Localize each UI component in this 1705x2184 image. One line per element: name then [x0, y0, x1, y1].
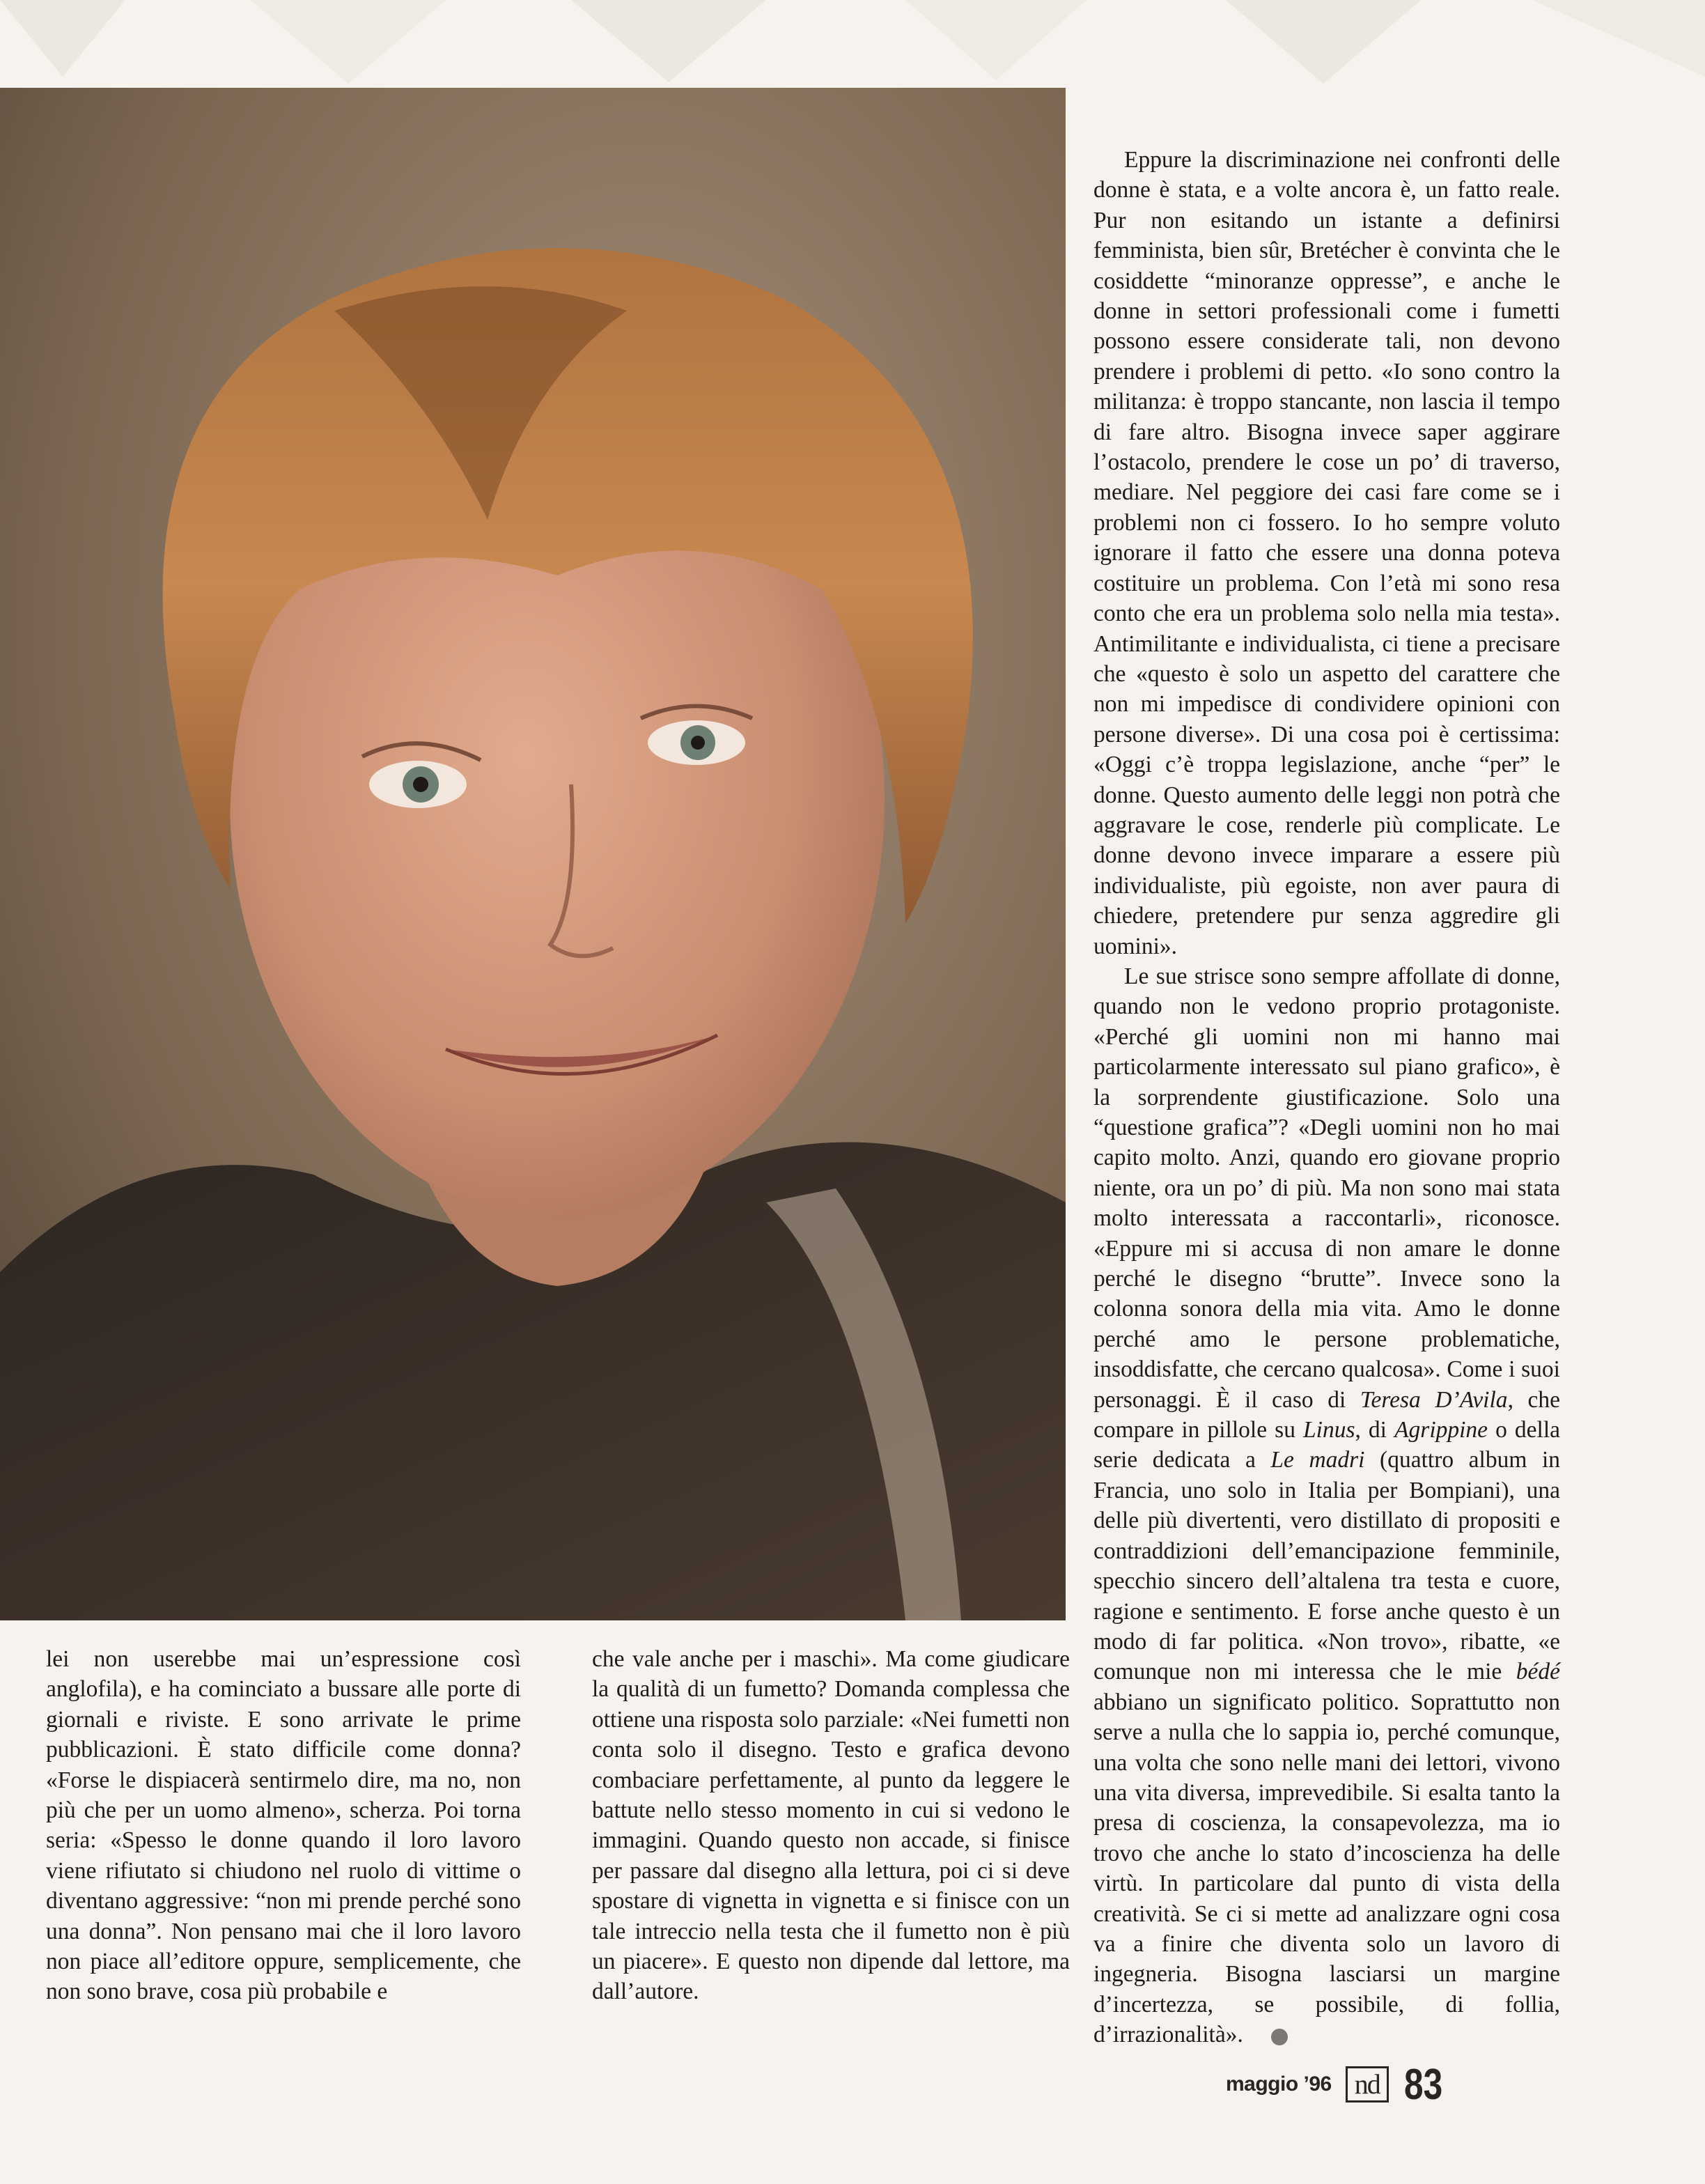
title-agrippine: Agrippine — [1394, 1417, 1488, 1443]
magazine-logo: nd — [1346, 2066, 1389, 2102]
paragraph-bottom-left: lei non userebbe mai un’espressione così anglofila), e ha cominciato a bussare alle porte di giornali e riviste. E sono arrivate le prime pubblicazioni. È stato difficile come donna? «Forse le dispiacerà sentirmelo dire, ma no, non più che per un uomo almeno», scherza. Poi torna seria: «Spesso le donne quando il loro lavoro viene rifiutato si chiudono nel ruolo di vittime o diventano aggressive: “non mi prende perché sono una donna”. Non pensano mai che il loro lavoro non piace all’editore oppure, semplicemente, che non sono brave, cosa più probabile e — [46, 1646, 521, 2005]
paragraph-bottom-middle: che vale anche per i maschi». Ma come giudicare la qualità di un fumetto? Domanda complessa che ottiene una risposta solo parziale: «Nei fumetti non conta solo il disegno. Testo e grafica devono combaciare perfettamente, al punto da leggere le battute nello stesso momento in cui si vedono le immagini. Quando questo non accade, si finisce per passare dal disegno alla lettura, poi ci si deve spostare di vignetta in vignetta e si finisce con un tale intreccio nella testa che il fumetto non è più un piacere». E questo non dipende dal lettore, ma dall’autore. — [592, 1646, 1070, 2005]
page-number: 83 — [1403, 2060, 1442, 2109]
portrait-illustration — [0, 88, 1066, 1620]
title-le-madri: Le madri — [1270, 1447, 1365, 1473]
decorative-diamond-pattern — [0, 0, 1705, 98]
page-footer — [1226, 2057, 1452, 2112]
portrait-photo — [0, 88, 1066, 1620]
paragraph-discrimination: Eppure la discriminazione nei confronti delle donne è stata, e a volte ancora è, un fatto reale. Pur non esitando un istante a definirsi femminista, bien sûr, Bretécher è convinta che le cosiddette “minoranze oppresse”, e anche le donne in settori professionali come i fumetti possono essere considerate tali, non devono prendere i problemi di petto. «Io sono contro la militanza: è troppo stancante, non lascia il tempo di fare altro. Bisogna invece saper aggirare l’ostacolo, prendere le cose un po’ di traverso, mediare. Nel peggiore dei casi fare come se i problemi non ci fossero. Io ho sempre voluto ignorare il fatto che essere una donna poteva costituire un problema. Con l’età mi sono resa conto che era un problema solo nella mia testa». Antimilitante e individualista, ci tiene a precisare che «questo è solo un aspetto del carattere che non mi impedisce di condividere opinioni con persone diverse». Di una cosa poi è certissima: «Oggi c’è troppa legislazione, anche “per” le donne. Questo aumento delle leggi non potrà che aggravare le cose, renderle più complicate. Le donne devono invece imparare a essere più individualiste, più egoiste, non aver paura di chiedere, pretendere pur senza aggredire gli uomini». — [1093, 147, 1560, 959]
term-bede: bédé — [1516, 1659, 1560, 1685]
title-linus: Linus — [1303, 1417, 1355, 1443]
article-column-bottom-left — [46, 1644, 521, 2007]
article-column-right — [1093, 145, 1560, 2050]
paragraph-strips: Le sue strisce sono sempre affollate di donne, quando non le vedono proprio protagoniste. «Perché gli uomini non mi hanno mai particolarmente interessato sul piano grafico», è la sorprendente giustificazione. Solo una “questione grafica”? «Degli uomini non ho mai capito molto. Anzi, quando ero giovane proprio niente, ora un po’ di più. Ma non sono mai stata molto interessata a raccontarli», riconosce. «Eppure mi si accusa di non amare le donne perché le disegno “brutte”. Invece sono la colonna sonora della mia vita. Amo le donne perché amo le persone problematiche, insoddisfatte, che cercano qualcosa». Come i suoi personaggi. È il caso di Teresa D’Avila, che compare in pillole su Linus, di Agrippine o della serie dedicata a Le madri (quattro album in Francia, uno solo in Italia per Bompiani), una delle più divertenti, vero distillato di propositi e contraddizioni dell’emancipazione femminile, specchio sincero dell’altalena tra testa e cuore, ragione e sentimento. E forse anche questo è un modo di far politica. «Non trovo», ribatte, «e comunque non mi interessa che le mie bédé abbiano un significato politico. Soprattutto non serve a nulla che lo sappia io, perché comunque, una volta che sono nelle mani dei lettori, vivono una vita diversa, imprevedibile. Si esalta tanto la presa di coscienza, la consapevolezza, ma io trovo che anche lo stato d’incoscienza ha delle virtù. In particolare dal punto di vista della creatività. Se ci si mette ad analizzare ogni cosa va a finire che diventa solo un lavoro di ingegneria. Bisogna lasciarsi un margine d’incertezza, se possibile, di follia, d’irrazionalità». — [1093, 963, 1561, 2048]
title-teresa-davila: Teresa D’Avila — [1360, 1386, 1508, 1413]
end-of-article-dot-icon — [1271, 2029, 1288, 2045]
article-column-bottom-middle — [592, 1644, 1070, 2007]
issue-date: maggio ’96 — [1226, 2073, 1332, 2096]
